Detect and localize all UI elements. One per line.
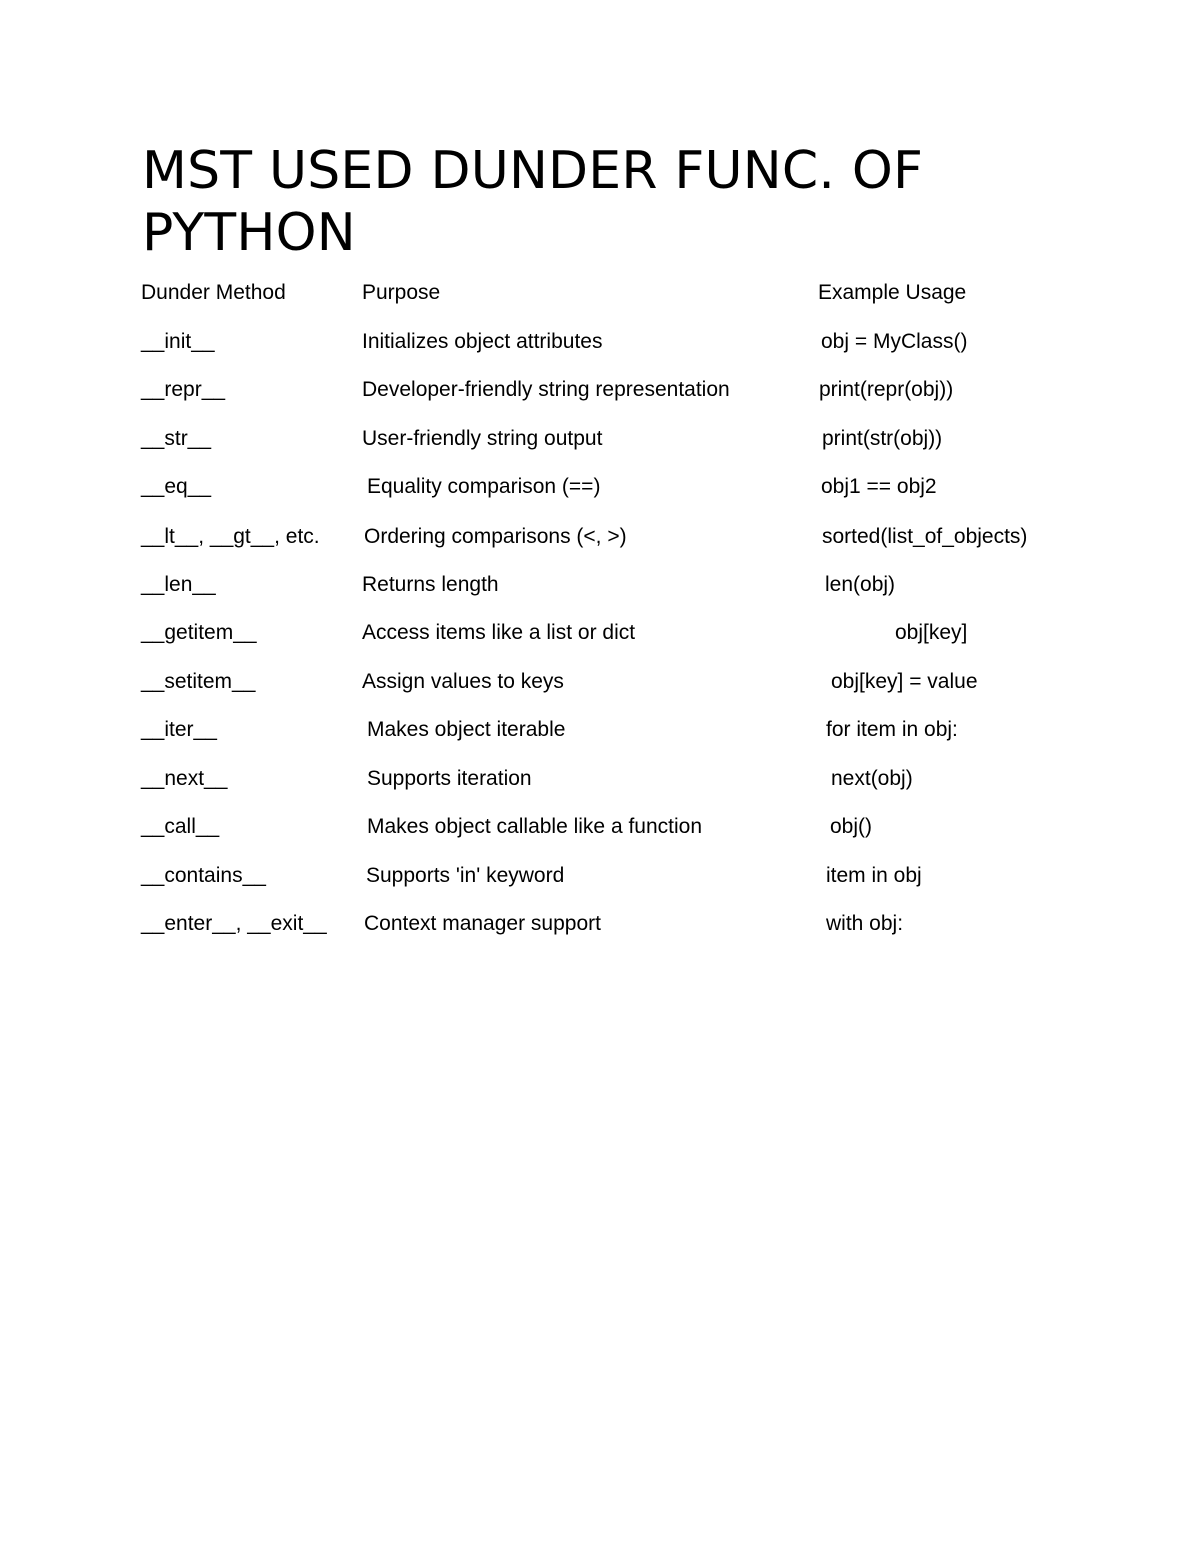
table-row: [0, 523, 1200, 563]
table-row: [0, 910, 1200, 950]
method-cell: __lt__, __gt__, etc.: [141, 525, 320, 548]
purpose-cell: Access items like a list or dict: [362, 621, 636, 644]
table-row: [0, 571, 1200, 611]
purpose-cell: Ordering comparisons (<, >): [364, 525, 627, 548]
table-row: [0, 376, 1200, 416]
example-cell: print(repr(obj)): [819, 378, 954, 401]
example-cell: item in obj: [826, 864, 922, 887]
example-cell: obj = MyClass(): [821, 330, 968, 353]
purpose-cell: Makes object callable like a function: [367, 815, 703, 838]
table-row: [0, 765, 1200, 805]
table-header-row: [0, 279, 1200, 319]
method-cell: __next__: [141, 767, 228, 790]
page-title: MST USED DUNDER FUNC. OF PYTHON: [142, 141, 924, 263]
purpose-cell: User-friendly string output: [362, 427, 603, 450]
table-row: [0, 619, 1200, 659]
purpose-cell: Developer-friendly string representation: [362, 378, 730, 401]
method-cell: __repr__: [141, 378, 226, 401]
example-cell: for item in obj:: [826, 718, 958, 741]
method-cell: __len__: [141, 573, 216, 596]
method-cell: __contains__: [141, 864, 266, 887]
header-dunder-method: Dunder Method: [141, 281, 286, 304]
example-cell: print(str(obj)): [822, 427, 943, 450]
example-cell: obj1 == obj2: [821, 475, 937, 498]
example-cell: obj[key] = value: [831, 670, 978, 693]
method-cell: __iter__: [141, 718, 217, 741]
example-cell: sorted(list_of_objects): [822, 525, 1028, 548]
purpose-cell: Equality comparison (==): [367, 475, 601, 498]
purpose-cell: Supports 'in' keyword: [366, 864, 565, 887]
method-cell: __call__: [141, 815, 220, 838]
purpose-cell: Returns length: [362, 573, 499, 596]
method-cell: __setitem__: [141, 670, 256, 693]
example-cell: with obj:: [826, 912, 904, 935]
example-cell: obj(): [830, 815, 873, 838]
table-row: [0, 668, 1200, 708]
purpose-cell: Assign values to keys: [362, 670, 564, 693]
method-cell: __eq__: [141, 475, 212, 498]
example-cell: obj[key]: [895, 621, 968, 644]
table-row: [0, 813, 1200, 853]
header-example-usage: Example Usage: [818, 281, 967, 304]
table-row: [0, 425, 1200, 465]
purpose-cell: Context manager support: [364, 912, 601, 935]
method-cell: __getitem__: [141, 621, 257, 644]
table-row: [0, 473, 1200, 513]
header-purpose: Purpose: [362, 281, 441, 304]
purpose-cell: Makes object iterable: [367, 718, 566, 741]
method-cell: __init__: [141, 330, 215, 353]
example-cell: len(obj): [825, 573, 896, 596]
table-row: [0, 862, 1200, 902]
method-cell: __str__: [141, 427, 212, 450]
purpose-cell: Initializes object attributes: [362, 330, 603, 353]
table-row: [0, 328, 1200, 368]
example-cell: next(obj): [831, 767, 913, 790]
method-cell: __enter__, __exit__: [141, 912, 327, 935]
table-row: [0, 716, 1200, 756]
purpose-cell: Supports iteration: [367, 767, 532, 790]
